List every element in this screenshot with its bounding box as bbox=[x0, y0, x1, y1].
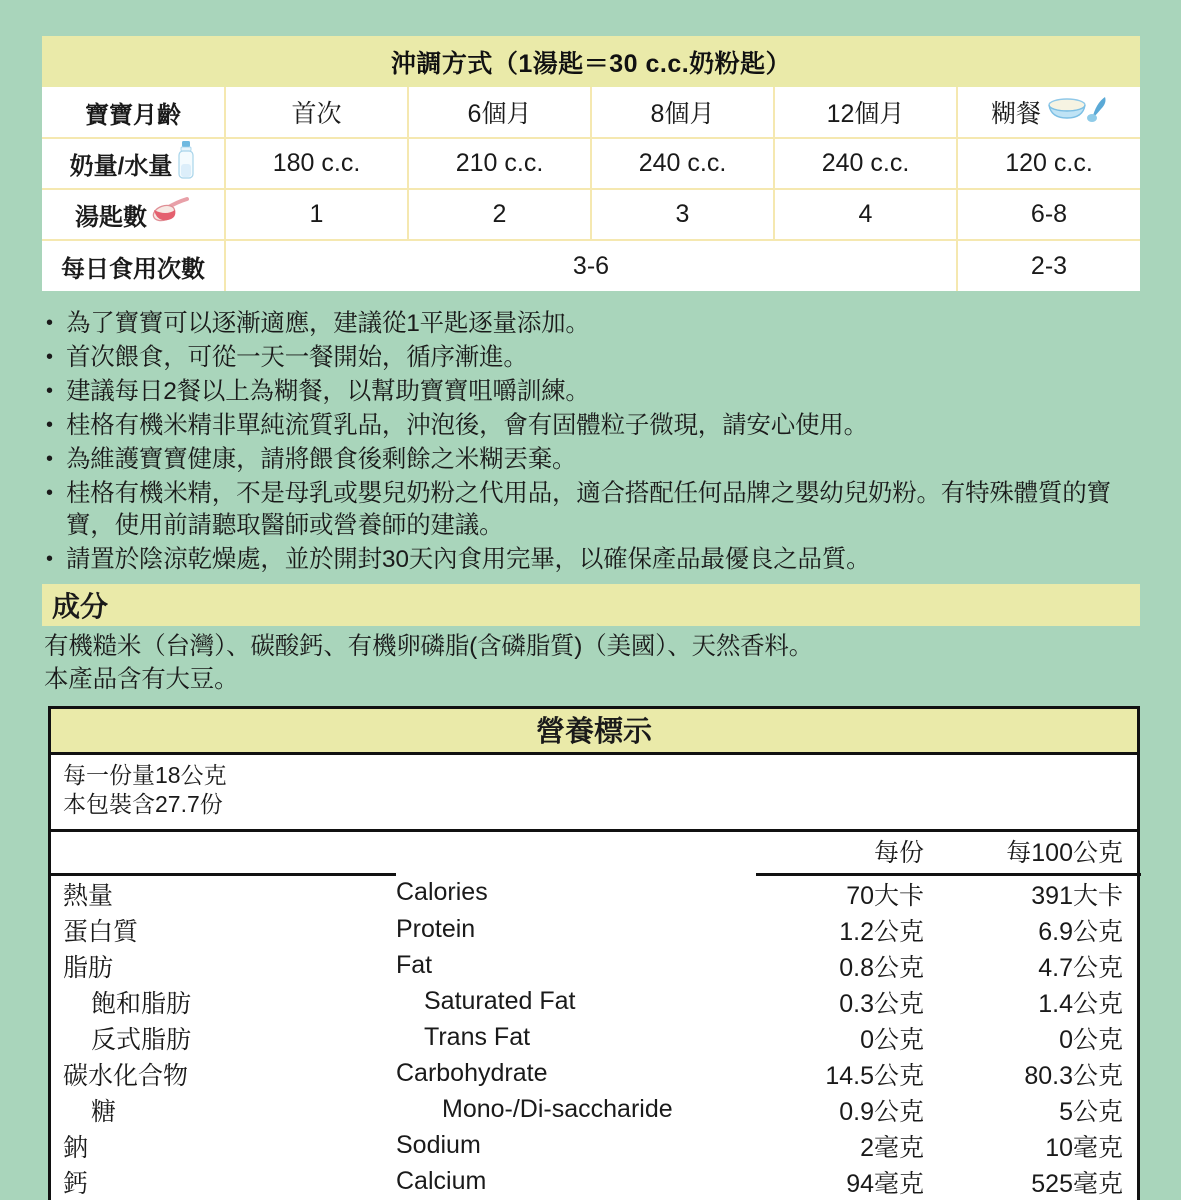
scoop-count-6m: 2 bbox=[408, 189, 591, 240]
ingredients-heading bbox=[42, 584, 1140, 626]
nutrient-name-en: Trans Fat bbox=[424, 1023, 531, 1051]
list-item: • 建議每日2餐以上為糊餐，以幫助寶寶咀嚼訓練。 bbox=[44, 376, 1149, 408]
scoop-count-first: 1 bbox=[225, 189, 408, 240]
nutrient-name-zh: 碳水化合物 bbox=[63, 1061, 189, 1090]
table-row-daily-times bbox=[42, 240, 1140, 291]
nutrient-name-en: Sodium bbox=[396, 1131, 481, 1159]
nutrient-name-en: Calcium bbox=[396, 1167, 487, 1195]
nutrient-per-serving: 94毫克 bbox=[846, 1169, 924, 1198]
nutrient-name-zh: 鈉 bbox=[63, 1133, 89, 1162]
nutrient-name-en: Carbohydrate bbox=[396, 1059, 548, 1087]
row-label-daily-times: 每日食用次數 bbox=[42, 240, 225, 291]
table-row-title bbox=[42, 36, 1140, 87]
milk-amount-first: 180 c.c. bbox=[225, 138, 408, 189]
col-header-paste bbox=[957, 87, 1140, 138]
list-item: • 請置於陰涼乾燥處，並於開封30天內食用完畢，以確保產品最優良之品質。 bbox=[44, 544, 1149, 576]
table-row bbox=[51, 948, 1141, 984]
table-row bbox=[51, 874, 1141, 912]
nutrition-header-row bbox=[51, 832, 1141, 874]
nutrient-name-zh: 飽和脂肪 bbox=[91, 989, 192, 1018]
table-row-milk bbox=[42, 138, 1140, 189]
list-item: • 為維護寶寶健康，請將餵食後剩餘之米糊丟棄。 bbox=[44, 444, 1149, 476]
mixing-table-title: 沖調方式（1湯匙＝30 c.c.奶粉匙） bbox=[42, 36, 1140, 87]
bowl-spoon-icon bbox=[1045, 94, 1107, 131]
nutrient-per-serving: 70大卡 bbox=[846, 881, 924, 910]
ingredients-heading-text: 成分 bbox=[52, 591, 109, 622]
table-row bbox=[51, 1092, 1141, 1128]
nutrient-per-100g: 80.3公克 bbox=[1024, 1061, 1123, 1090]
ingredients-body bbox=[44, 630, 1149, 696]
milk-amount-8m: 240 c.c. bbox=[591, 138, 774, 189]
nutrient-name-en: Saturated Fat bbox=[424, 987, 576, 1015]
col-header-6m: 6個月 bbox=[408, 87, 591, 138]
row-label-milk bbox=[42, 138, 225, 189]
nutrient-name-zh: 熱量 bbox=[63, 881, 114, 910]
nutrient-per-100g: 391大卡 bbox=[1031, 881, 1123, 910]
nutrient-per-serving: 0.3公克 bbox=[839, 989, 924, 1018]
nutrition-serving-info bbox=[51, 755, 1137, 832]
row-label-scoops-text: 湯匙數 bbox=[75, 204, 147, 231]
nutrient-per-serving: 0.9公克 bbox=[839, 1097, 924, 1126]
row-label-milk-text: 奶量/水量 bbox=[69, 153, 173, 180]
table-row bbox=[51, 984, 1141, 1020]
mixing-table bbox=[42, 36, 1140, 291]
table-row-header bbox=[42, 87, 1140, 138]
column-header-per-serving: 每份 bbox=[756, 832, 946, 874]
table-row bbox=[51, 1020, 1141, 1056]
nutrient-name-zh: 蛋白質 bbox=[63, 917, 139, 946]
daily-times-paste: 2-3 bbox=[957, 240, 1140, 291]
usage-notes-list bbox=[44, 308, 1149, 578]
ingredients-line-2: 本產品含有大豆。 bbox=[44, 666, 239, 693]
nutrition-table bbox=[51, 832, 1141, 1200]
nutrient-per-100g: 525毫克 bbox=[1031, 1169, 1123, 1198]
table-row-scoops bbox=[42, 189, 1140, 240]
nutrient-name-en: Mono-/Di-saccharide bbox=[442, 1095, 673, 1123]
nutrient-per-100g: 5公克 bbox=[1059, 1097, 1123, 1126]
table-row bbox=[51, 912, 1141, 948]
nutrient-name-zh: 反式脂肪 bbox=[91, 1025, 192, 1054]
serving-size: 每一份量18公克 bbox=[63, 762, 227, 788]
nutrition-title: 營養標示 bbox=[51, 709, 1137, 755]
list-item: • 為了寶寶可以逐漸適應，建議從1平匙逐量添加。 bbox=[44, 308, 1149, 340]
table-row bbox=[51, 1164, 1141, 1200]
nutrient-name-en: Protein bbox=[396, 915, 476, 943]
nutrient-per-serving: 0公克 bbox=[860, 1025, 924, 1054]
nutrient-per-100g: 10毫克 bbox=[1045, 1133, 1123, 1162]
scoop-count-8m: 3 bbox=[591, 189, 774, 240]
baby-bottle-icon bbox=[176, 140, 196, 187]
scoop-count-paste: 6-8 bbox=[957, 189, 1140, 240]
nutrient-per-100g: 4.7公克 bbox=[1038, 953, 1123, 982]
nutrient-per-serving: 14.5公克 bbox=[825, 1061, 924, 1090]
mixing-instructions-table bbox=[42, 36, 1140, 291]
servings-per-pack: 本包裝含27.7份 bbox=[63, 791, 223, 817]
milk-amount-12m: 240 c.c. bbox=[774, 138, 957, 189]
row-label-age: 寶寶月齡 bbox=[42, 87, 225, 138]
nutrition-header-blank bbox=[51, 832, 396, 874]
nutrient-per-100g: 6.9公克 bbox=[1038, 917, 1123, 946]
nutrient-per-serving: 0.8公克 bbox=[839, 953, 924, 982]
nutrient-name-en: Calories bbox=[396, 878, 488, 907]
milk-amount-6m: 210 c.c. bbox=[408, 138, 591, 189]
scoop-count-12m: 4 bbox=[774, 189, 957, 240]
table-row bbox=[51, 1056, 1141, 1092]
measuring-scoop-icon bbox=[151, 196, 191, 233]
col-header-12m: 12個月 bbox=[774, 87, 957, 138]
nutrient-name-zh: 糖 bbox=[91, 1097, 117, 1126]
list-item: • 桂格有機米精，不是母乳或嬰兒奶粉之代用品，適合搭配任何品牌之嬰幼兒奶粉。有特殊體質的寶寶，使用前請聽取醫師或營養師的建議。 bbox=[44, 478, 1149, 542]
ingredients-line-1: 有機糙米（台灣）、碳酸鈣、有機卵磷脂(含磷脂質)（美國）、天然香料。 bbox=[44, 633, 814, 660]
nutrient-per-100g: 0公克 bbox=[1059, 1025, 1123, 1054]
table-row bbox=[51, 1128, 1141, 1164]
list-item: • 首次餵食，可從一天一餐開始，循序漸進。 bbox=[44, 342, 1149, 374]
nutrient-per-serving: 2毫克 bbox=[860, 1133, 924, 1162]
col-header-paste-label: 糊餐 bbox=[990, 100, 1041, 128]
daily-times-span: 3-6 bbox=[225, 240, 957, 291]
nutrient-name-en: Fat bbox=[396, 951, 433, 979]
nutrient-per-serving: 1.2公克 bbox=[839, 917, 924, 946]
list-item: • 桂格有機米精非單純流質乳品，沖泡後，會有固體粒子微現，請安心使用。 bbox=[44, 410, 1149, 442]
nutrient-name-zh: 脂肪 bbox=[63, 953, 114, 982]
col-header-8m: 8個月 bbox=[591, 87, 774, 138]
nutrient-name-zh: 鈣 bbox=[63, 1169, 89, 1198]
nutrition-facts-panel bbox=[48, 706, 1140, 1200]
col-header-first: 首次 bbox=[225, 87, 408, 138]
row-label-scoops bbox=[42, 189, 225, 240]
nutrition-header-blank-en bbox=[396, 832, 756, 874]
nutrient-per-100g: 1.4公克 bbox=[1038, 989, 1123, 1018]
milk-amount-paste: 120 c.c. bbox=[957, 138, 1140, 189]
column-header-per-100g: 每100公克 bbox=[946, 832, 1141, 874]
